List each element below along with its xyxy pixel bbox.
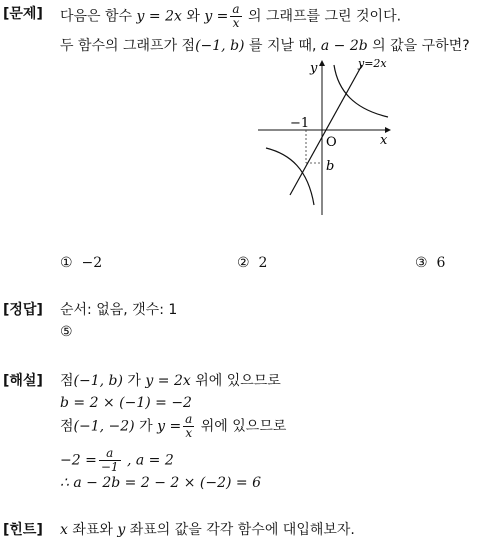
solution-line-4 [60,447,174,474]
solution-line-2: b = 2 × (−1) = −2 [60,395,192,411]
text: 의 그래프를 그린 것이다. [243,8,402,25]
b-label: b [326,159,335,174]
hyperbola-branch-1 [334,65,388,117]
formula: y = 2x [145,373,191,389]
text: 위에 있으므로 [196,418,287,435]
formula-line: y = 2x [136,8,182,25]
fraction-a-over-x [183,413,194,440]
solution-tag: [해설] [3,373,43,389]
rest: , a = 2 [122,452,174,469]
hint-text [60,519,355,539]
text: 좌표의 값을 각각 함수에 대입해보자. [125,522,355,538]
problem-tag: [문제] [3,6,43,22]
lhs: −2 = [60,452,97,469]
choice-number: ① [60,255,73,271]
var-x: x [60,522,68,538]
choice-1[interactable] [60,255,102,271]
y-axis-label: y [310,61,318,76]
expression: a − 2b [320,38,368,54]
numerator: a [232,2,240,16]
point: (−1, b) [195,38,245,54]
fraction-a-over-x [230,3,241,30]
answer-line-1: 순서: 없음, 갯수: 1 [60,302,178,318]
text: 위에 있으므로 [190,373,281,389]
function-graph [250,55,400,220]
numerator: a [185,412,193,426]
choice-value: 2 [258,255,268,271]
neg-one-label: −1 [290,116,310,131]
hint-tag: [힌트] [3,522,43,538]
text: 좌표와 [67,522,118,538]
denominator: −1 [100,460,119,474]
solution-line-5: ∴ a − 2b = 2 − 2 × (−2) = 6 [60,475,262,491]
var-y: y [117,522,126,538]
text: 가 [122,373,146,389]
text: 다음은 함수 [60,8,137,25]
problem-line-1 [60,3,401,30]
problem-line-2 [60,35,470,55]
solution-line-1 [60,370,281,390]
choice-number: ③ [415,255,428,271]
text: 의 값을 구하면? [367,38,470,54]
choice-2[interactable] [237,255,267,271]
origin-label: O [326,135,337,150]
choice-number: ② [237,255,250,271]
choice-value: 6 [436,255,446,271]
answer-tag: [정답] [3,302,43,318]
text: 점 [60,373,74,389]
text: 두 함수의 그래프가 점 [60,38,196,54]
hyperbola-branch-2 [266,148,314,205]
denominator: x [185,426,193,440]
formula-hyperbola: y = [204,8,229,25]
text: 점 [60,418,74,435]
choice-3[interactable] [415,255,445,271]
text: 를 지날 때, [244,38,321,54]
text: 가 [134,418,158,435]
choice-value: −2 [81,255,103,271]
formula: y = [157,418,182,435]
fraction-a-over-neg1 [99,447,121,474]
point: (−1, −2) [73,418,135,435]
solution-line-3 [60,413,286,440]
numerator: a [99,447,121,461]
text: 와 [181,8,205,25]
point: (−1, b) [73,373,123,389]
x-axis-label: x [380,133,388,148]
denominator: x [232,16,240,30]
answer-line-2: ⑤ [60,324,73,340]
line-label: y=2x [358,57,387,70]
